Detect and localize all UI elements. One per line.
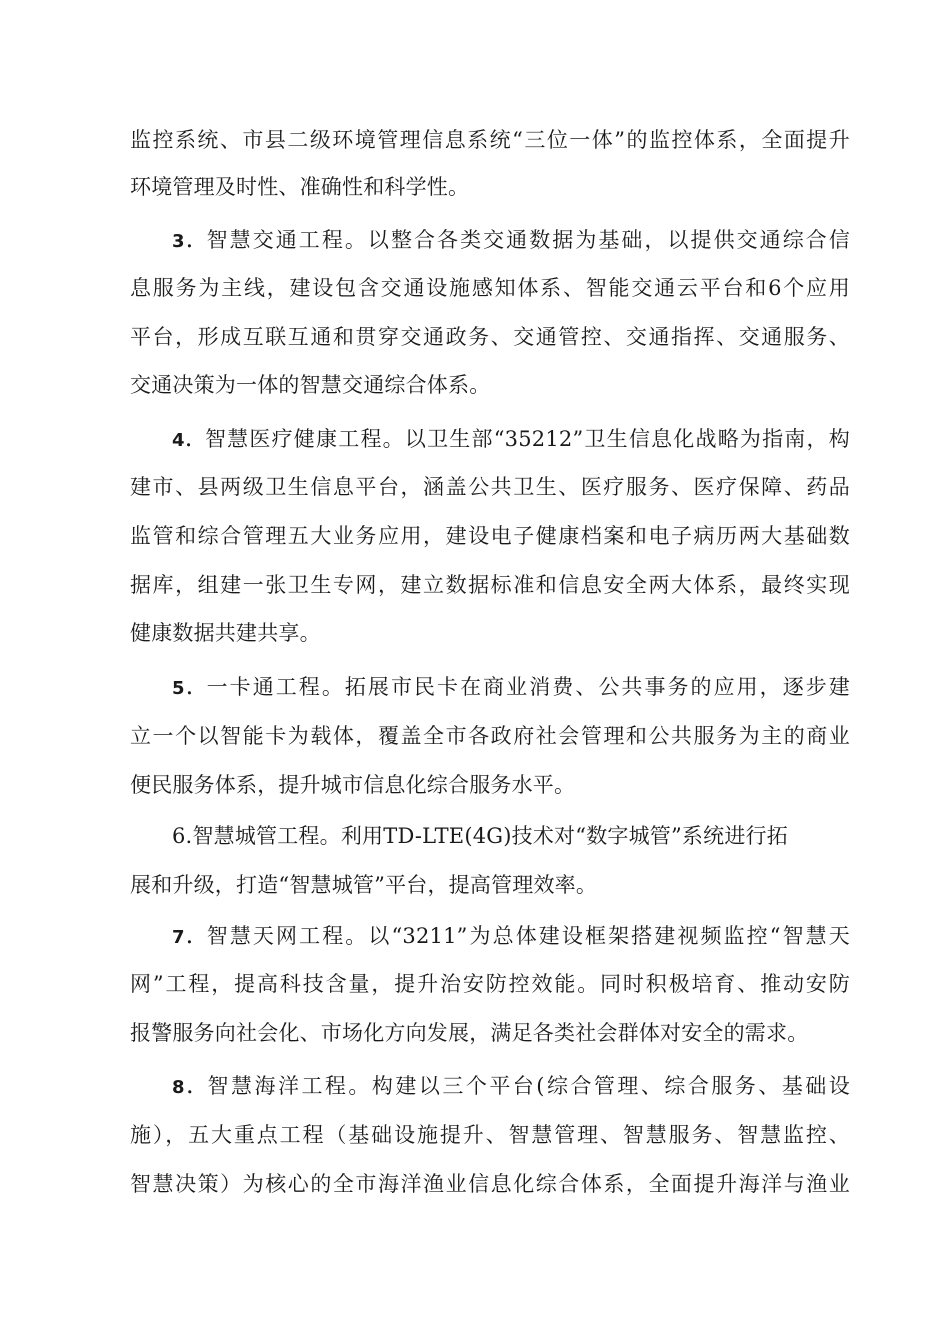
item-number: 8．: [172, 1077, 208, 1098]
paragraph-line: 网”工程，提高科技含量，提升治安防控效能。同时积极培育、推动安防: [130, 972, 850, 996]
paragraph-line: 施），五大重点工程（基础设施提升、智慧管理、智慧服务、智慧监控、: [130, 1123, 850, 1147]
paragraph-line: 立一个以智能卡为载体，覆盖全市各政府社会管理和公共服务为主的商业: [130, 724, 850, 748]
paragraph-line: 据库，组建一张卫生专网，建立数据标准和信息安全两大体系，最终实现: [130, 573, 850, 597]
paragraph-line: 报警服务向社会化、市场化方向发展，满足各类社会群体对安全的需求。: [130, 1021, 809, 1045]
line-text: 智慧海洋工程。构建以三个平台(综合管理、综合服务、基础设: [207, 1074, 850, 1098]
paragraph-line: 展和升级，打造“智慧城管”平台，提高管理效率。: [130, 873, 598, 897]
paragraph-line: 平台，形成互联互通和贯穿交通政务、交通管控、交通指挥、交通服务、: [130, 325, 850, 349]
line-text: 智慧交通工程。以整合各类交通数据为基础，以提供交通综合信: [206, 228, 850, 252]
line-text: 一卡通工程。拓展市民卡在商业消费、公共事务的应用，逐步建: [206, 675, 850, 699]
item-number: 4．: [172, 430, 205, 451]
paragraph-line: 环境管理及时性、准确性和科学性。: [130, 175, 470, 199]
item-number: 5．: [172, 678, 207, 699]
line-text: 智慧天网工程。以“3211”为总体建设框架搭建视频监控“智慧天: [206, 924, 850, 948]
paragraph-line: [172, 424, 850, 454]
paragraph-line: 智慧决策）为核心的全市海洋渔业信息化综合体系，全面提升海洋与渔业: [130, 1172, 850, 1196]
paragraph-line: 便民服务体系，提升城市信息化综合服务水平。: [130, 773, 576, 797]
item-number: 3．: [172, 231, 207, 252]
paragraph-line: [172, 225, 850, 255]
paragraph-line: 息服务为主线，建设包含交通设施感知体系、智能交通云平台和6个应用: [130, 276, 850, 300]
paragraph-line: 交通决策为一体的智慧交通综合体系。: [130, 373, 491, 397]
paragraph-line: 监控系统、市县二级环境管理信息系统“三位一体”的监控体系，全面提升: [130, 128, 850, 152]
line-text: 智慧城管工程。利用TD-LTE(4G)技术对“数字城管”系统进行拓: [192, 824, 788, 848]
paragraph-line: [172, 921, 850, 951]
paragraph-line: 监管和综合管理五大业务应用，建设电子健康档案和电子病历两大基础数: [130, 524, 850, 548]
paragraph-line: [172, 821, 850, 851]
paragraph-line: [172, 672, 850, 702]
paragraph-line: 建市、县两级卫生信息平台，涵盖公共卫生、医疗服务、医疗保障、药品: [130, 475, 850, 499]
item-number: 7．: [172, 927, 207, 948]
paragraph-line: [172, 1071, 850, 1101]
paragraph-line: 健康数据共建共享。: [130, 621, 321, 645]
line-text: 智慧医疗健康工程。以卫生部“35212”卫生信息化战略为指南，构: [204, 427, 850, 451]
item-number: 6.: [172, 824, 193, 848]
